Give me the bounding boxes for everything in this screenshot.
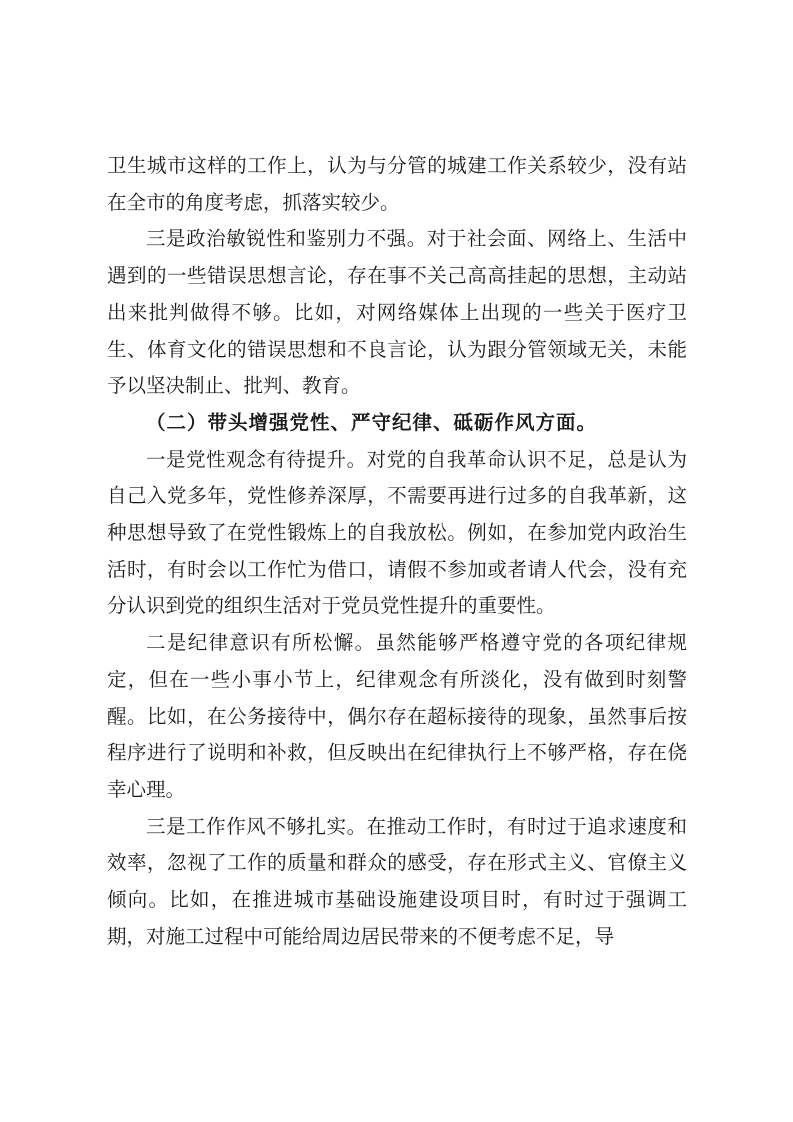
section-heading: （二）带头增强党性、严守纪律、砥砺作风方面。	[146, 410, 598, 434]
paragraph-discipline: 二是纪律意识有所松懈。虽然能够严格遵守党的各项纪律规定，但在一些小事小节上，纪律观念有所淡化，没有做到时刻警醒。比如，在公务接待中，偶尔存在超标接待的现象，虽然事后按程序进行了说明和补救，但反映出在纪律执行上不够严格，存在侥幸心理。	[107, 631, 687, 801]
paragraph-party-awareness: 一是党性观念有待提升。对党的自我革命认识不足，总是认为自己入党多年，党性修养深厚，不需要再进行过多的自我革新，这种思想导致了在党性锻炼上的自我放松。例如，在参加党内政治生活时，有时会以工作忙为借口，请假不参加或者请人代会，没有充分认识到党的组织生活对于党员党性提升的重要性。	[107, 447, 687, 618]
document-body	[107, 148, 687, 955]
paragraph-political-sensitivity: 三是政治敏锐性和鉴别力不强。对于社会面、网络上、生活中遇到的一些错误思想言论，存在事不关己高高挂起的思想，主动站出来批判做得不够。比如，对网络媒体上出现的一些关于医疗卫生、体育文化的错误思想和不良言论，认为跟分管领域无关，未能予以坚决制止、批判、教育。	[107, 227, 687, 398]
paragraph-continuation: 卫生城市这样的工作上，认为与分管的城建工作关系较少，没有站在全市的角度考虑，抓落实较少。	[107, 154, 687, 214]
paragraph-work-style: 三是工作作风不够扎实。在推动工作时，有时过于追求速度和效率，忽视了工作的质量和群众的感受，存在形式主义、官僚主义倾向。比如，在推进城市基础设施建设项目时，有时过于强调工期，对施工过程中可能给周边居民带来的不便考虑不足，导	[107, 814, 687, 948]
